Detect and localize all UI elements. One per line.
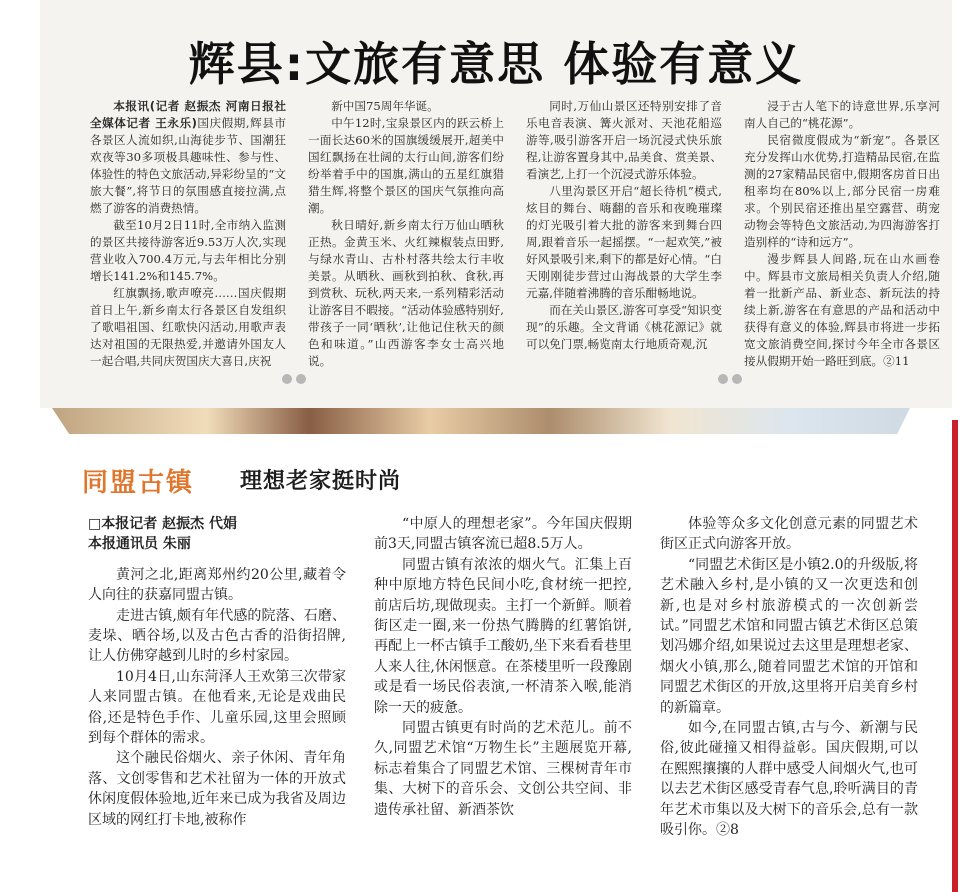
article-paragraph bbox=[308, 98, 504, 115]
page-dot[interactable] bbox=[296, 374, 306, 384]
paragraph-text: 同盟古镇更有时尚的艺术范儿。前不久,同盟艺术馆“万物生长”主题展览开幕,标志着集合了同盟艺术馆、三棵树青年市集、大树下的音乐会、文创公共空间、非遗传承社留、新酒茶饮 bbox=[374, 720, 632, 818]
photo-strip bbox=[52, 408, 910, 434]
top-column-4 bbox=[744, 98, 940, 368]
article-paragraph bbox=[90, 285, 286, 368]
top-article-columns bbox=[90, 98, 940, 368]
paragraph-text: 而在关山景区,游客可享受“知识变现”的乐趣。全文背诵《桃花源记》就可以免门票,畅览南太行地质奇观,沉 bbox=[526, 303, 722, 351]
paragraph-text: 体验等众多文化创意元素的同盟艺术街区正式向游客开放。 bbox=[660, 516, 918, 553]
page-dot[interactable] bbox=[732, 374, 742, 384]
top-column-3 bbox=[526, 98, 722, 368]
article-paragraph bbox=[88, 606, 346, 667]
article-paragraph bbox=[88, 667, 346, 749]
article-paragraph bbox=[374, 514, 632, 555]
paragraph-text: 这个融民俗烟火、亲子休闲、青年角落、文创零售和艺术社留为一体的开放式休闲度假体验地,近年来已成为我省及周边区域的网红打卡地,被称作 bbox=[88, 750, 346, 828]
paragraph-text: 红旗飘扬,歌声嘹亮……国庆假期首日上午,新乡南太行各景区自发组织了歌唱祖国、红歌快闪活动,用歌声表达对祖国的无限热爱,并邀请外国友人一起合唱,共同庆贺国庆大喜日,庆祝 bbox=[90, 286, 286, 368]
byline: □本报记者 赵振杰 代娟 本报通讯员 朱丽 bbox=[88, 516, 237, 553]
paragraph-text: “同盟艺术街区是小镇2.0的升级版,将艺术融入乡村,是小镇的又一次更迭和创新,也是对乡村旅游模式的一次创新尝试。”同盟艺术馆和同盟古镇艺术街区总策划冯娜介绍,如果说过去这里是理想老家、烟火小镇,那么,随着同盟艺术馆的开馆和同盟艺术街区的开放,这里将开启美育乡村的新篇章。 bbox=[660, 556, 918, 716]
top-headline: 辉县:文旅有意思 体验有意义 bbox=[188, 37, 804, 91]
paragraph-text: 新中国75周年华诞。 bbox=[331, 99, 439, 113]
paragraph-text: 10月4日,山东菏泽人王欢第三次带家人来同盟古镇。在他看来,无论是戏曲民俗,还是特色手作、儿童乐园,这里会照顾到每个群体的需求。 bbox=[88, 668, 346, 747]
paragraph-text: 同时,万仙山景区还特别安排了音乐电音表演、篝火派对、天池花船巡游等,吸引游客开启一场沉浸式快乐旅程,让游客置身其中,品美食、赏美景、看演艺,上打一个沉浸式游乐体验。 bbox=[526, 99, 722, 181]
paragraph-text: 走进古镇,颇有年代感的院落、石磨、麦垛、晒谷场,以及古色古香的沿街招牌,让人仿佛穿越到儿时的乡村家园。 bbox=[88, 607, 346, 665]
article-paragraph bbox=[88, 514, 346, 555]
bottom-column-2 bbox=[374, 514, 632, 864]
paragraph-text: “中原人的理想老家”。今年国庆假期前3天,同盟古镇客流已超8.5万人。 bbox=[374, 516, 632, 553]
article-paragraph bbox=[660, 718, 918, 840]
page-indicator-right[interactable] bbox=[718, 374, 742, 384]
article-paragraph bbox=[308, 217, 504, 368]
paragraph-text: 如今,在同盟古镇,古与今、新潮与民俗,彼此碰撞又相得益彰。国庆假期,可以在熙熙攘攘的人群中感受人间烟火气,也可以去艺术街区感受青春气息,聆听满目的青年艺术市集以及大树下的音乐会,总有一款吸引你。②8 bbox=[660, 720, 918, 839]
page-dot[interactable] bbox=[718, 374, 728, 384]
article-paragraph bbox=[88, 748, 346, 830]
paragraph-text: 浸于古人笔下的诗意世界,乐享河南人自己的“桃花源”。 bbox=[744, 99, 940, 130]
paragraph-text: 黄河之北,距离郑州约20公里,藏着令人向往的获嘉同盟古镇。 bbox=[88, 566, 346, 604]
paragraph-text: 截至10月2日11时,全市纳入监测的景区共接待游客近9.53万人次,实现营业收入700.4万元,与去年相比分别增长141.2%和145.7%。 bbox=[90, 218, 286, 283]
top-article-clipping bbox=[40, 0, 952, 408]
article-paragraph bbox=[526, 98, 722, 183]
article-paragraph bbox=[88, 565, 346, 606]
paragraph-text: 国庆假期,辉县市各景区人流如织,山海徒步节、国潮狂欢夜等30多项极具趣味性、参与性、体验性的特色文旅活动,异彩纷呈的“文旅大餐”,将节日的氛围感直接拉满,点燃了游客的消费热情。 bbox=[90, 116, 286, 215]
bottom-column-1 bbox=[88, 514, 346, 864]
paragraph-text: 民宿微度假成为“新宠”。各景区充分发挥山水优势,打造精品民宿,在监测的27家精品民宿中,假期客房首日出租率均在80%以上,部分民宿一房难求。个别民宿还推出星空露营、萌宠动物会等特色文旅活动,为四海游客打造别样的“诗和远方”。 bbox=[744, 133, 940, 249]
top-column-2 bbox=[308, 98, 504, 368]
article-paragraph bbox=[308, 115, 504, 217]
paragraph-text: 中午12时,宝泉景区内的跃云桥上一面长达60米的国旗缓缓展开,超美中国红飘扬在壮阔的太行山间,游客们纷纷举着手中的国旗,满山的五星红旗猎猎生辉,将整个景区的国庆气氛推向高潮。 bbox=[308, 116, 504, 215]
red-edge-rule bbox=[952, 420, 958, 892]
paragraph-text: 秋日晴好,新乡南太行万仙山晒秋正热。金黄玉米、火红辣椒装点田野,与绿水青山、古朴村落共绘太行丰收美景。从晒秋、画秋到拍秋、食秋,再到赏秋、玩秋,两天来,一系列精彩活动让游客目不暇接。“活动体验感特别好,带孩子一同‘晒秋’,让他记住秋天的颜色和味道。”山西游客李女士高兴地说。 bbox=[308, 218, 504, 368]
article-paragraph bbox=[526, 302, 722, 353]
byline: 本报讯(记者 赵振杰 河南日报社全媒体记者 王永乐) bbox=[90, 99, 286, 130]
article-paragraph bbox=[744, 98, 940, 132]
section-subtitle: 理想老家挺时尚 bbox=[240, 469, 402, 494]
paragraph-text: 同盟古镇有浓浓的烟火气。汇集上百种中原地方特色民间小吃,食材统一把控,前店后坊,现做现卖。主打一个新鲜。顺着街区走一圈,来一份热气腾腾的红薯馅饼,再配上一杯古镇手工酸奶,坐下来看看巷里人来人往,休闲惬意。在茶楼里听一段豫剧或是看一场民俗表演,一杯清茶入喉,能消除一天的疲惫。 bbox=[374, 556, 632, 716]
article-paragraph bbox=[374, 555, 632, 718]
article-paragraph bbox=[660, 555, 918, 718]
bottom-column-3 bbox=[660, 514, 918, 864]
page-indicator-left[interactable] bbox=[282, 374, 306, 384]
paragraph-text: 八里沟景区开启“超长待机”模式,炫目的舞台、嗨翻的音乐和夜晚璀璨的灯光吸引着大批的游客来到舞台四周,跟着音乐一起摇摆。“一起欢笑,”被好风景吸引来,剩下的都是好心情。“白天刚刚徒步营过山海战景的大学生李元嘉,伴随着沸腾的音乐酣畅地说。 bbox=[526, 184, 722, 300]
article-paragraph bbox=[660, 514, 918, 555]
article-paragraph bbox=[90, 217, 286, 285]
paragraph-text: 漫步辉县人间路,玩在山水画卷中。辉县市文旅局相关负责人介绍,随着一批新产品、新业态、新玩法的持续上新,游客在有意思的产品和活动中获得有意义的体验,辉县市将进一步拓宽文旅消费空间,探讨今年全市各景区接从假期开始一路旺到底。②11 bbox=[744, 252, 940, 368]
paragraph-spacer bbox=[88, 555, 346, 565]
article-paragraph bbox=[374, 718, 632, 820]
top-column-1 bbox=[90, 98, 286, 368]
bottom-article-columns bbox=[88, 514, 918, 864]
article-paragraph bbox=[526, 183, 722, 302]
article-paragraph bbox=[90, 98, 286, 217]
section-title: 同盟古镇 bbox=[82, 468, 195, 498]
page-dot[interactable] bbox=[282, 374, 292, 384]
article-paragraph bbox=[744, 132, 940, 251]
article-paragraph bbox=[744, 251, 940, 368]
